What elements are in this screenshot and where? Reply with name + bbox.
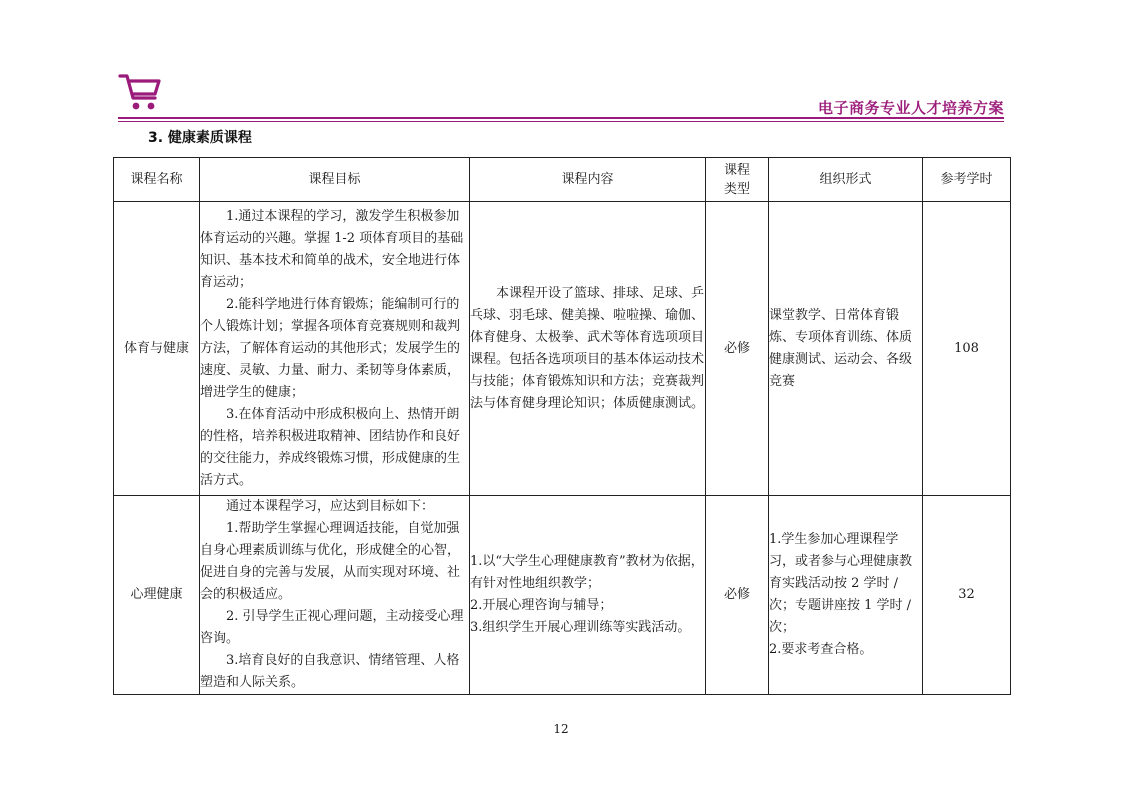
course-name-cell: 心理健康 [114,496,200,695]
column-header-hours: 参考学时 [923,158,1011,202]
header-rule-thick [118,117,1004,119]
shopping-cart-icon [118,72,162,112]
course-form-cell [769,202,923,496]
table-row [114,202,1011,496]
course-type-cell: 必修 [706,202,769,496]
section-title: 3. 健康素质课程 [148,130,252,146]
column-header-content: 课程内容 [470,158,706,202]
course-goals-cell [200,496,470,695]
course-hours-cell: 32 [923,496,1011,695]
course-name-cell: 体育与健康 [114,202,200,496]
course-type-cell: 必修 [706,496,769,695]
goal-paragraph: 1.通过本课程的学习，激发学生积极参加体育运动的兴趣。掌握 1-2 项体育项目的基础知识、基本技术和简单的战术，安全地进行体育运动； [200,208,464,290]
course-hours-cell: 108 [923,202,1011,496]
content-paragraph: 2.开展心理咨询与辅导； [470,598,613,613]
course-table [113,157,1011,695]
goal-paragraph: 通过本课程学习，应达到目标如下： [226,499,435,514]
column-header-name: 课程名称 [114,158,200,202]
form-paragraph: 课堂教学、日常体育锻炼、专项体育训练、体质健康测试、运动会、各级竞赛 [769,307,913,389]
column-header-goals: 课程目标 [200,158,470,202]
page-number: 12 [553,722,569,736]
course-goals-cell [200,202,470,496]
course-content-cell [470,202,706,496]
content-paragraph: 3.组织学生开展心理训练等实践活动。 [470,620,691,635]
goal-paragraph: 2. 引导学生正视心理问题，主动接受心理咨询。 [200,609,464,646]
course-content-cell [470,496,706,695]
form-paragraph: 1.学生参加心理课程学习，或者参与心理健康教育实践活动按 2 学时 / 次；专题讲座按 1 学时 / 次； [769,532,913,635]
table-header-row [114,158,1011,202]
goal-paragraph: 2.能科学地进行体育锻炼；能编制可行的个人锻炼计划；掌握各项体育竞赛规则和裁判方法，了解体育运动的其他形式；发展学生的速度、灵敏、力量、耐力、柔韧等身体素质，增进学生的健康； [200,296,461,400]
header-rule-thin [118,121,1004,122]
course-form-cell [769,496,923,695]
table-row [114,496,1011,695]
goal-paragraph: 3.培育良好的自我意识、情绪管理、人格塑造和人际关系。 [200,653,460,690]
column-header-type: 课程类型 [706,158,769,202]
content-paragraph: 1.以“大学生心理健康教育”教材为依据，有针对性地组织教学； [470,554,704,591]
goal-paragraph: 1.帮助学生掌握心理调适技能，自觉加强自身心理素质训练与优化，形成健全的心智，促进自身的完善与发展，从而实现对环境、社会的积极适应。 [200,521,461,602]
goal-paragraph: 3.在体育活动中形成积极向上、热情开朗的性格，培养积极进取精神、团结协作和良好的交往能力，养成终锻炼习惯，形成健康的生活方式。 [200,406,461,488]
form-paragraph: 2.要求考查合格。 [769,642,873,657]
column-header-form: 组织形式 [769,158,923,202]
document-header-title: 电子商务专业人才培养方案 [817,99,1004,117]
content-paragraph: 本课程开设了篮球、排球、足球、乒乓球、羽毛球、健美操、啦啦操、瑜伽、体育健身、太极拳、武术等体育选项项目课程。包括各选项项目的基本体运动技术与技能；体育锻炼知识和方法；竞赛裁判法与体育健身理论知识；体质健康测试。 [470,285,705,411]
